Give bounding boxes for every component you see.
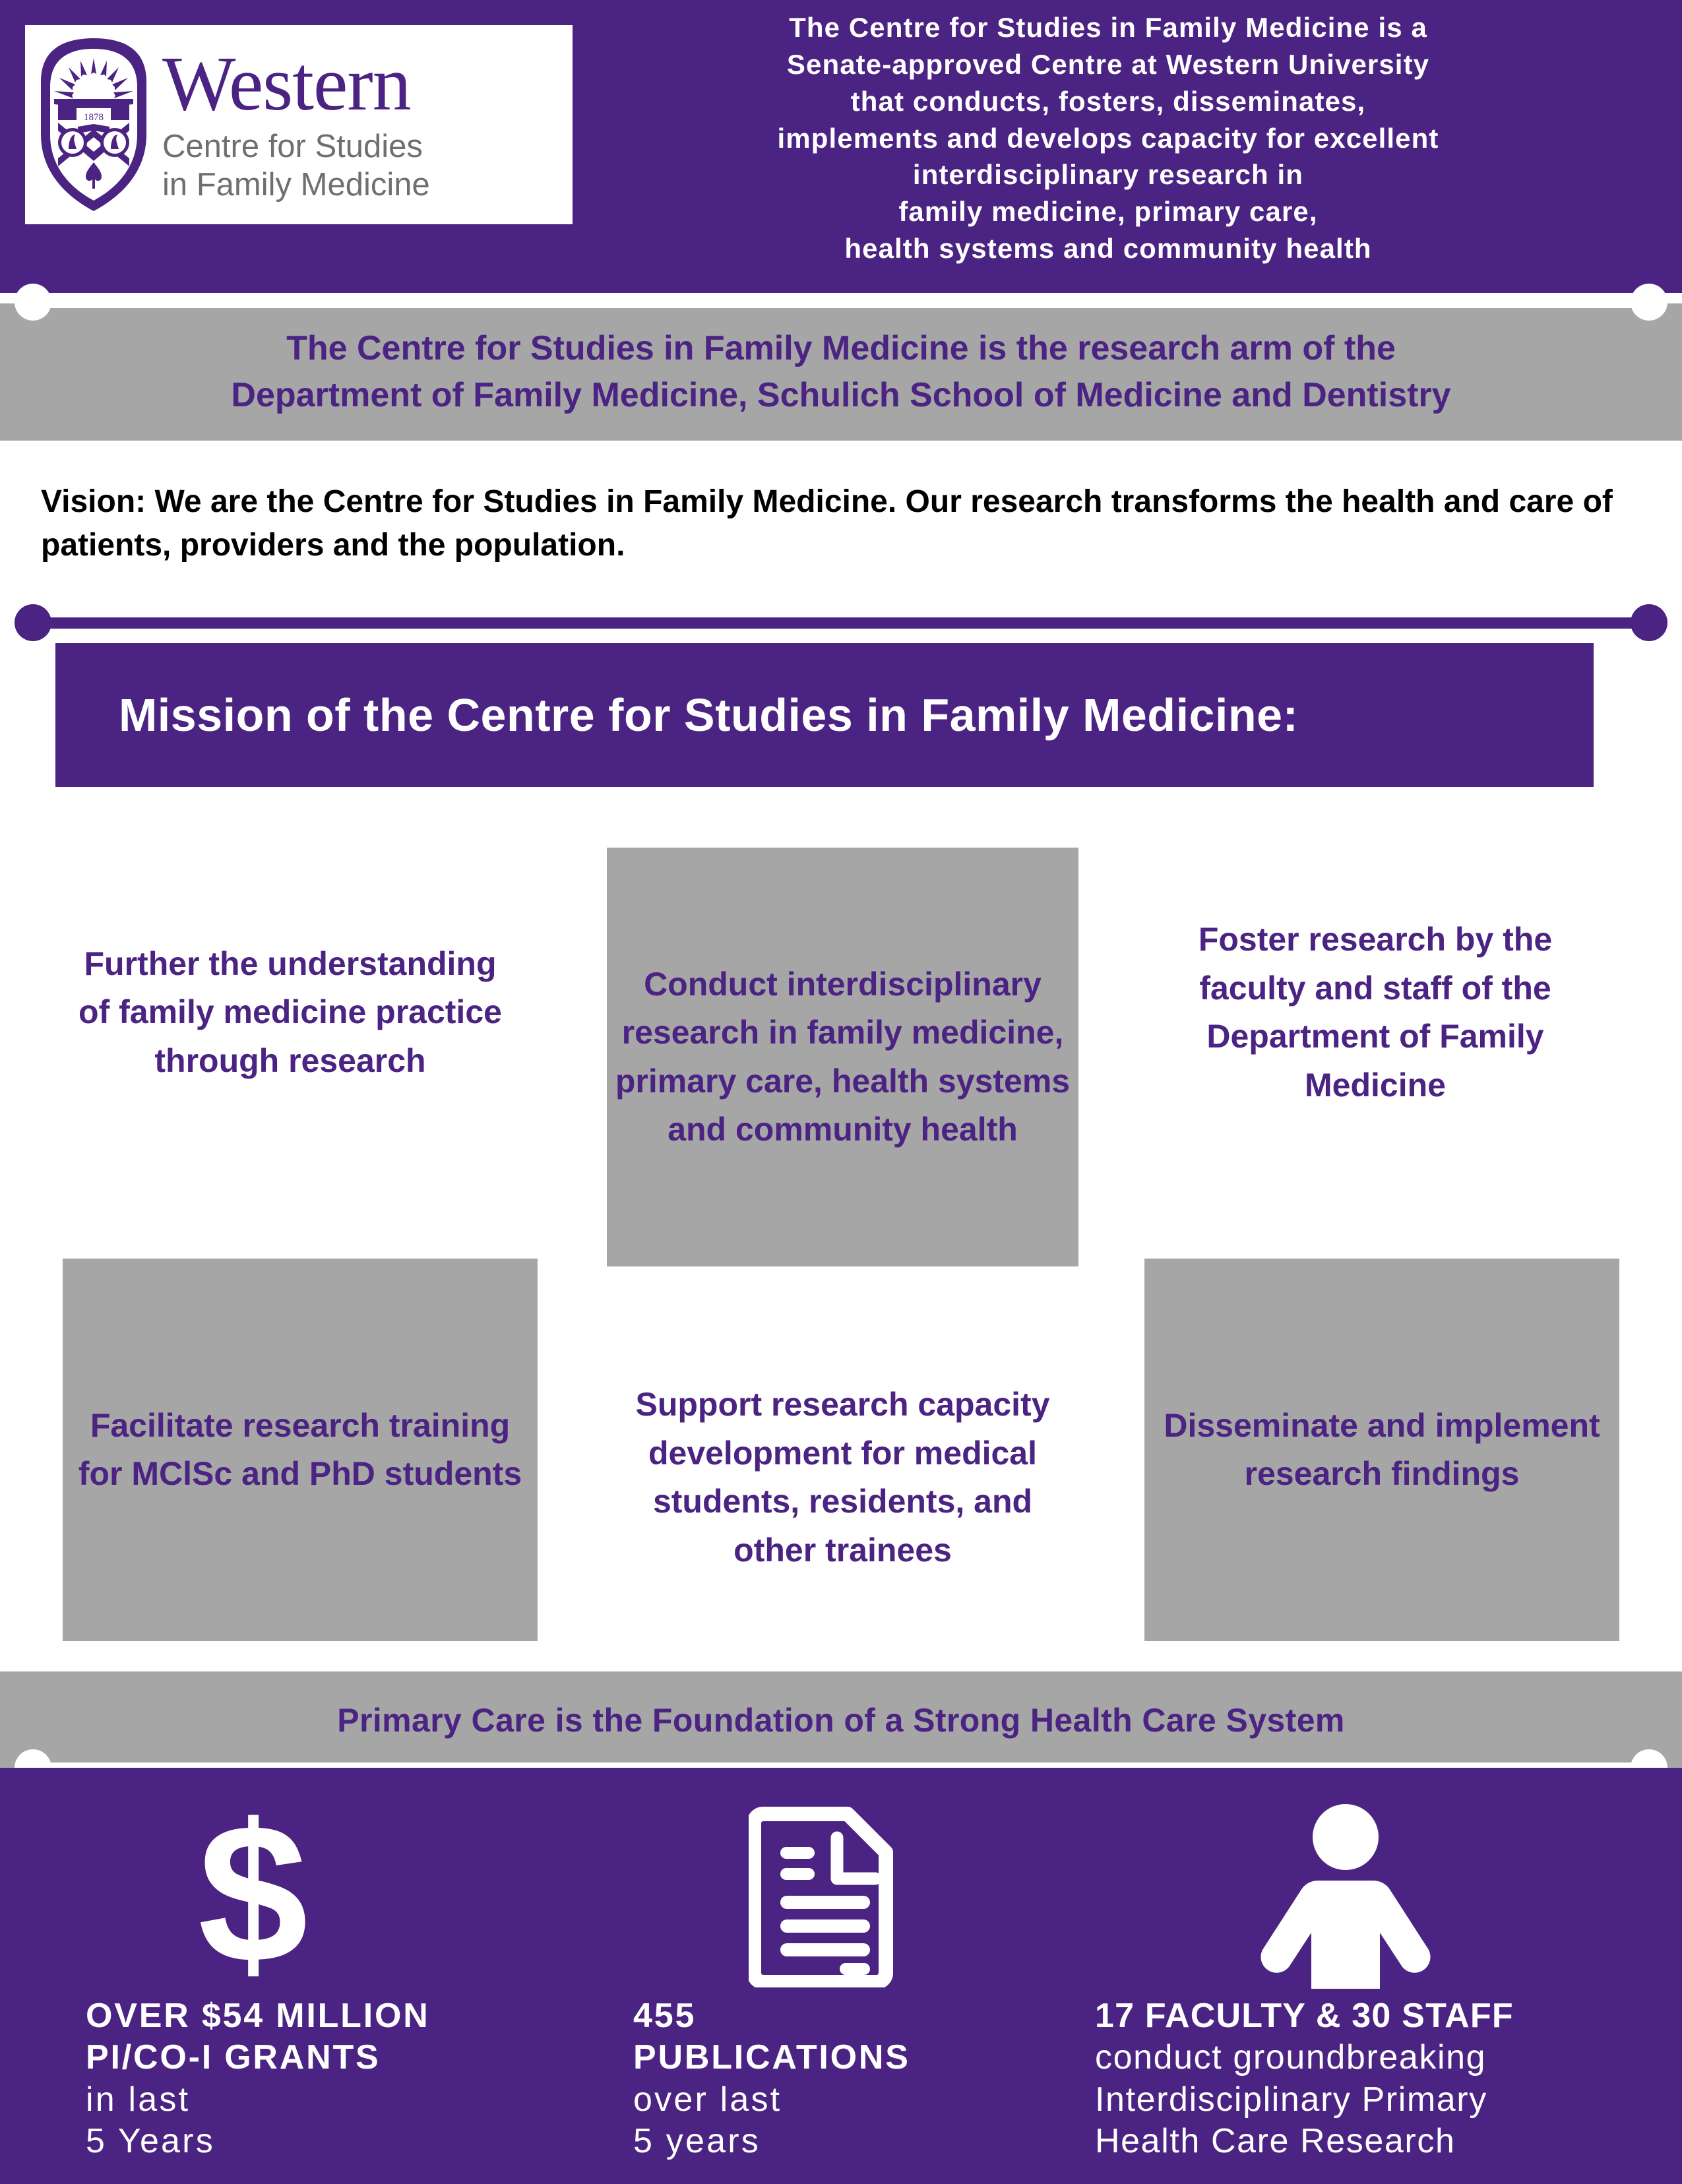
header-description: [580, 9, 1636, 267]
dollar-sign-glyph: $: [198, 1782, 308, 2004]
header-description-line: implements and develops capacity for excellent: [777, 122, 1439, 154]
logo-subline-1: Centre for Studies: [162, 129, 423, 165]
vision-statement: Vision: We are the Centre for Studies in Family Medicine. Our research transforms the health and care of patients, providers and the population.: [41, 484, 1613, 563]
divider-bar-mission: [0, 604, 1682, 641]
stat-grants-strong-2: PI/CO-I GRANTS: [86, 2038, 381, 2077]
header-description-line: that conducts, fosters, disseminates,: [850, 85, 1366, 117]
stat-grants-weak-2: 5 Years: [86, 2122, 215, 2161]
stat-people: [1055, 1768, 1649, 2184]
primary-care-banner-text: Primary Care is the Foundation of a Strong Health Care System: [337, 1702, 1345, 1739]
subtitle-line-1: The Centre for Studies in Family Medicine is the research arm of the: [286, 329, 1396, 368]
logo-wordmark-block: [162, 40, 430, 204]
mission-item-disseminate: Disseminate and implement research findings: [1144, 1259, 1619, 1641]
divider-rail: [36, 617, 1646, 629]
header-description-line: interdisciplinary research in: [912, 159, 1304, 191]
stat-grants-strong-1: OVER $54 MILLION: [86, 1997, 430, 2035]
divider-knob-right-icon: [1631, 284, 1667, 321]
divider-knob-right-icon: [1631, 604, 1667, 641]
document-icon: [749, 1794, 900, 1992]
stat-publications-text: [633, 1995, 910, 2163]
mission-heading-banner: [55, 643, 1594, 787]
western-crest-icon: [34, 36, 153, 214]
logo-wordmark: Western: [162, 40, 411, 127]
stat-grants-text: [86, 1995, 430, 2163]
mission-item-foster: Foster research by the faculty and staff of the Department of Family Medicine: [1198, 921, 1553, 1104]
stat-people-weak-1: conduct groundbreaking: [1095, 2038, 1487, 2077]
stat-publications-label: PUBLICATIONS: [633, 2038, 910, 2077]
mission-item-facilitate: Facilitate research training for MClSc and PhD students: [63, 1259, 538, 1641]
stat-publications-count: 455: [633, 1997, 697, 2035]
logo-subline-block: [162, 128, 430, 204]
person-icon: [1240, 1794, 1451, 1992]
stat-people-headcount: 17 FACULTY & 30 STAFF: [1095, 1997, 1514, 2035]
divider-bar-top: [0, 284, 1682, 321]
western-logo: [25, 25, 573, 224]
svg-text:1878: 1878: [84, 112, 104, 123]
header-description-line: health systems and community health: [844, 233, 1372, 265]
dollar-sign-icon: [198, 1782, 308, 2004]
divider-rail: [36, 297, 1646, 308]
stat-publications-weak-1: over last: [633, 2080, 782, 2119]
subtitle-banner-text: [33, 325, 1649, 418]
header-description-line: The Centre for Studies in Family Medicine is a: [789, 12, 1427, 43]
mission-item-further: Further the understanding of family medicine practice through research: [78, 945, 502, 1079]
stat-people-weak-3: Health Care Research: [1095, 2122, 1456, 2161]
subtitle-banner: [0, 303, 1682, 441]
header-description-line: Senate-approved Centre at Western University: [786, 48, 1430, 80]
logo-subline-2: in Family Medicine: [162, 167, 430, 203]
subtitle-line-2: Department of Family Medicine, Schulich School of Medicine and Dentistry: [231, 376, 1451, 414]
mission-item-support: Support research capacity development for medical students, residents, and other trainees: [635, 1386, 1050, 1569]
stat-publications-weak-2: 5 years: [633, 2122, 761, 2161]
header-description-line: family medicine, primary care,: [898, 196, 1318, 228]
stat-grants: [66, 1768, 561, 2184]
mission-heading: Mission of the Centre for Studies in Family Medicine:: [119, 689, 1299, 741]
stat-grants-weak-1: in last: [86, 2080, 191, 2119]
stat-people-text: [1095, 1995, 1514, 2163]
stat-people-weak-2: Interdisciplinary Primary: [1095, 2080, 1487, 2119]
header-banner: [0, 0, 1682, 293]
mission-item-conduct: Conduct interdisciplinary research in family medicine, primary care, health systems and community health: [607, 848, 1078, 1266]
stat-publications: [613, 1768, 1075, 2184]
stats-section: [0, 1768, 1682, 2184]
